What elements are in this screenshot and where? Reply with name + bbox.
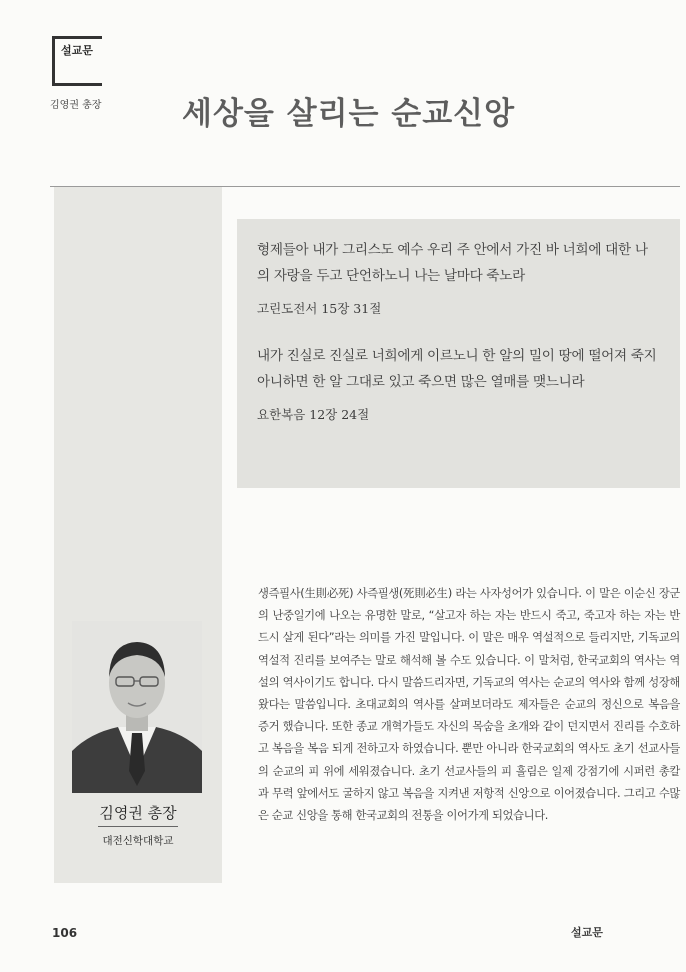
author-name-small: 김영권 총장	[50, 100, 102, 111]
section-label-box	[52, 36, 102, 86]
footer-section-label: 설교문	[571, 926, 603, 939]
scripture-quote-box	[237, 219, 680, 488]
portrait-illustration	[72, 621, 202, 793]
section-label: 설교문	[61, 44, 93, 57]
author-school: 대전신학대학교	[102, 835, 174, 847]
author-portrait-photo	[72, 621, 202, 793]
page-number: 106	[52, 926, 78, 940]
page-title: 세상을 살리는 순교신앙	[182, 96, 516, 132]
scripture-quote-reference: 고린도전서 15장 31절	[257, 301, 382, 316]
author-name-caption: 김영권 총장	[99, 804, 177, 822]
scripture-quote-text: 내가 진실로 진실로 너희에게 이르노니 한 알의 밀이 땅에 떨어져 죽지 아니하면 한 알 그대로 있고 죽으면 많은 열매를 맺느니라	[257, 348, 657, 390]
body-paragraph: 생즉필사(生則必死) 사즉필생(死則必生) 라는 사자성어가 있습니다. 이 말은 이순신 장군의 난중일기에 나오는 유명한 말로, “살고자 하는 자는 반드시 죽고, 죽고자 하는 자는 반드시 살게 된다”라는 의미를 가진 말입니다. 이 말은 매우 역설적으로 들리지만, 기독교의 역설적 진리를 보여주는 말로 해석해 볼 수도 있습니다. 이 말처럼, 한국교회의 역사는 역설의 역사이기도 합니다. 다시 말씀드리자면, 기독교의 역사는 순교의 역사와 함께 성장해 왔다는 말씀입니다. 초대교회의 역사를 살펴보더라도 제자들은 순교의 정신으로 복음을 증거 했습니다. 또한 종교 개혁가들도 자신의 목숨을 초개와 같이 던지면서 진리를 수호하고 복음을 복음 되게 전하고자 하였습니다. 뿐만 아니라 한국교회의 역사도 초기 선교사들의 순교의 피 위에 세워졌습니다. 초기 선교사들의 피 흘림은 일제 강점기에 시퍼런 총칼과 무력 앞에서도 굴하지 않고 복음을 지켜낸 저항적 신앙으로 이어졌습니다. 그리고 수많은 순교 신앙을 통해 한국교회의 전통을 이어가게 되었습니다.	[258, 587, 680, 823]
scripture-quote-reference: 요한복음 12장 24절	[257, 407, 370, 422]
caption-divider	[98, 826, 178, 827]
scripture-quote-text: 형제들아 내가 그리스도 예수 우리 주 안에서 가진 바 너희에 대한 나의 자랑을 두고 단언하노니 나는 날마다 죽노라	[257, 242, 648, 284]
